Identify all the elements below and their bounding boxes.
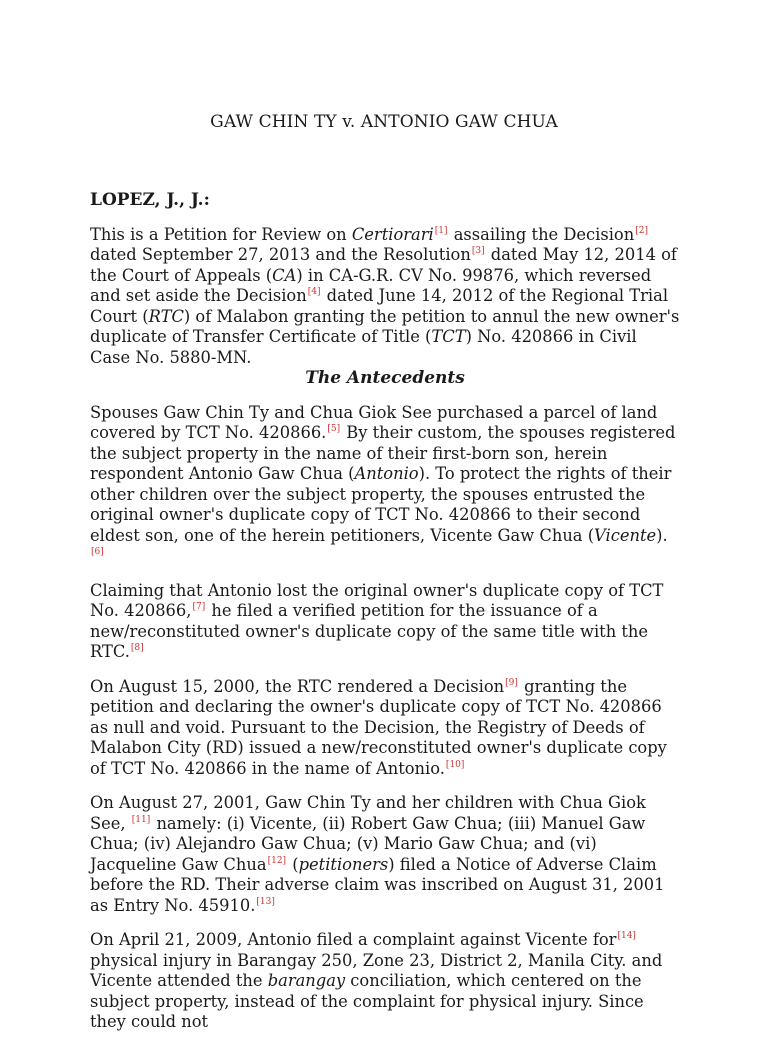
footnote-ref-9[interactable]: [ $^9$ ] [505,678,518,688]
case-title: GAW CHIN TY v. ANTONIO GAW CHUA [210,112,558,132]
paragraph-spouses: Spouses Gaw Chin Ty and Chua Giok See purchased a parcel of land covered by TCT No. 420866.[ $^5$ ] By their custom, the spouses registered the subject property in the name of their first-born son, herein respondent Antonio Gaw Chua (Antonio). To protect the rights of their other children over the subject property, the spouses entrusted the original owner's duplicate copy of TCT No. 420866 to their second eldest son, one of the herein petitioners, Vicente Gaw Chua (Vicente). [ $^6$ ] [90,403,680,567]
footnote-ref-4[interactable]: [ $^4$ ] [308,287,321,297]
section-heading-antecedents: The Antecedents [305,368,465,388]
paragraph-complaint: On April 21, 2009, Antonio filed a complaint against Vicente for[ $^{14}$ ] physical injury in Barangay 250, Zone 23, District 2, Manila City. and Vicente attended the barangay conciliation, which centered on the subject property, instead of the complaint for physical injury. Since they could not [90,930,680,1033]
footnote-ref-11[interactable]: [ $^{11}$ ] [132,815,150,825]
paragraph-rtc-decision: On August 15, 2000, the RTC rendered a Decision[ $^9$ ] granting the petition and declaring the owner's duplicate copy of TCT No. 420866 as null and void. Pursuant to the Decision, the Registry of Deeds of Malabon City (RD) issued a new/reconstituted owner's duplicate copy of TCT No. 420866 in the name of Antonio.[ $^{10}$ ] [90,677,680,780]
footnote-ref-13[interactable]: [ $^{13}$ ] [256,897,274,907]
footnote-ref-2[interactable]: [ $^2$ ] [635,226,648,236]
footnote-ref-6[interactable]: [ $^6$ ] [91,547,104,557]
paragraph-claiming: Claiming that Antonio lost the original owner's duplicate copy of TCT No. 420866,[ $^7$ ] he filed a verified petition for the issuance of a new/reconstituted owner's duplicate copy of the same title with the RTC.[ $^8$ ] [90,581,680,663]
judge-line: LOPEZ, J., J.: [90,190,210,210]
footnote-ref-10[interactable]: [ $^{10}$ ] [446,760,464,770]
footnote-ref-7[interactable]: [ $^7$ ] [192,602,205,612]
footnote-ref-3[interactable]: [ $^3$ ] [472,246,485,256]
paragraph-intro: This is a Petition for Review on Certiorari[ $^1$ ] assailing the Decision[ $^2$ ] dated September 27, 2013 and the Resolution[ $^3$ ] dated May 12, 2014 of the Court of Appeals (CA) in CA-G.R. CV No. 99876, which reversed and set aside the Decision[ $^4$ ] dated June 14, 2012 of the Regional Trial Court (RTC) of Malabon granting the petition to annul the new owner's duplicate of Transfer Certificate of Title (TCT) No. 420866 in Civil Case No. 5880-MN. [90,225,680,369]
footnote-ref-5[interactable]: [ $^5$ ] [327,424,340,434]
footnote-ref-14[interactable]: [ $^{14}$ ] [617,931,635,941]
document-body [90,190,680,1047]
footnote-ref-12[interactable]: [ $^{12}$ ] [268,856,286,866]
paragraph-adverse-claim: On August 27, 2001, Gaw Chin Ty and her children with Chua Giok See, [ $^{11}$ ] namely: (i) Vicente, (ii) Robert Gaw Chua; (iii) Manuel Gaw Chua; (iv) Alejandro Gaw Chua; (v) Mario Gaw Chua; and (vi) Jacqueline Gaw Chua[ $^{12}$ ] (petitioners) filed a Notice of Adverse Claim before the RD. Their adverse claim was inscribed on August 31, 2001 as Entry No. 45910.[ $^{13}$ ] [90,793,680,916]
footnote-ref-8[interactable]: [ $^8$ ] [131,643,144,653]
footnote-ref-1[interactable]: [ $^1$ ] [435,226,448,236]
